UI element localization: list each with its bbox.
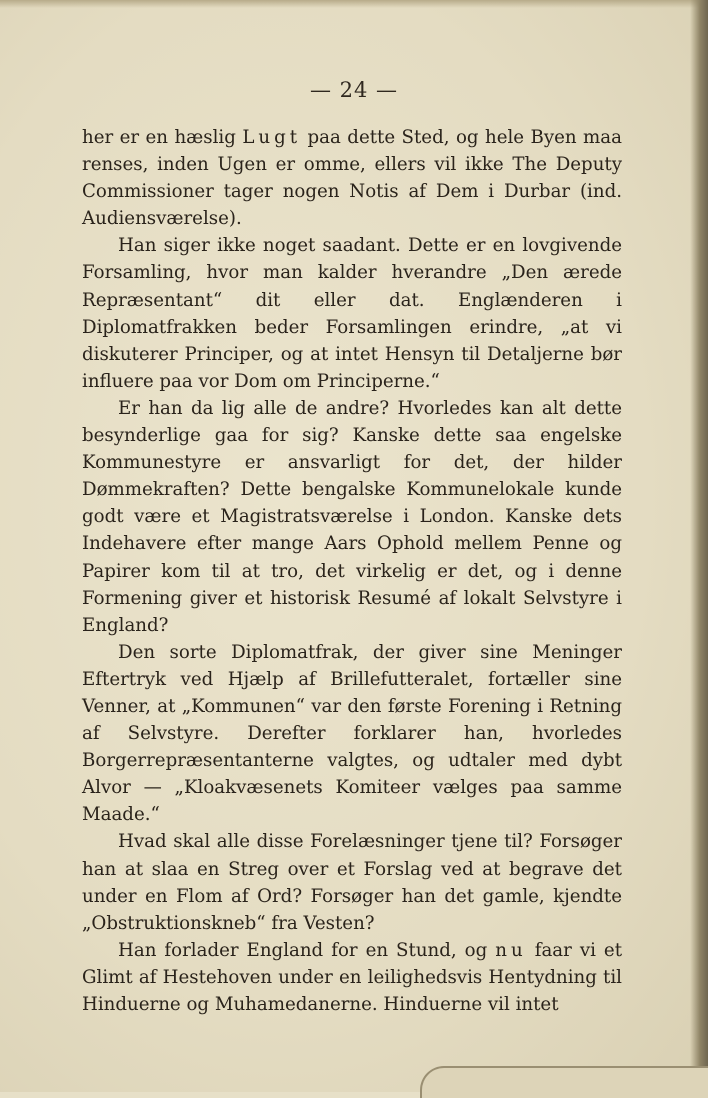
- text-run: paa dette Sted, og hele Byen maa renses, inden Ugen er omme, ellers vil ikke The Deputy Commissioner tager nogen Notis af Dem i Durbar (ind. Audiensværelse).: [82, 127, 622, 230]
- page-number: — 24 —: [309, 78, 399, 102]
- paragraph-3: [82, 395, 622, 639]
- page-right-edge: [690, 0, 708, 1092]
- paragraph-6: [82, 937, 622, 1018]
- emphasized-word: nu: [495, 939, 527, 961]
- page-top-edge: [0, 0, 708, 8]
- text-run: Hvad skal alle disse Forelæsninger tjene til? Forsøger han at slaa en Streg over et Forslag ved at begrave det under en Flom af Ord? Forsøger han det gamle, kjendte „Obstruktionsknеb“ fra Vesten?: [82, 831, 622, 934]
- text-run: her er en hæslig: [82, 127, 243, 148]
- body-text: [82, 124, 622, 1018]
- paragraph-5: [82, 828, 622, 936]
- paragraph-4: [82, 639, 622, 829]
- page-corner-curl: [420, 1066, 708, 1098]
- text-run: Han siger ikke noget saadant. Dette er en lovgivende Forsamling, hvor man kalder hverandre „Den ærede Repræsentant“ dit eller dat. Englænderen i Diplomatfrakken beder Forsamlingen erindre, „at vi diskuterer Principer, og at intet Hensyn til Detaljerne bør influere paa vor Dom om Principerne.“: [82, 235, 622, 392]
- text-run: faar vi et Glimt af Hestehoven under en leilighedsvis Hentydning til Hinduerne og Muhamedanerne. Hinduerne vil intet: [82, 939, 622, 1015]
- text-run: Den sorte Diplomatfrak, der giver sine Meninger Eftertryk ved Hjælp af Brillefutteralet, fortæller sine Venner, at „Kommunen“ var den første Forening i Retning af Selvstyre. Derefter forklarer han, hvorledes Borgerrepræsentanterne valgtes, og udtaler med dybt Alvor — „Kloakvæsenets Komiteer vælges paa samme Maade.“: [82, 641, 622, 826]
- paragraph-2: [82, 232, 622, 395]
- text-run: Han forlader England for en Stund, og: [118, 939, 496, 961]
- text-run: Er han da lig alle de andre? Hvorledes kan alt dette besynderlige gaa for sig? Kanske dette saa engelske Kommunestyre er ansvarligt for det, der hilder Dømmekraften? Dette bengalske Kommunelokale kunde godt være et Magistratsværelse i London. Kanske dets Indehavere efter mange Aars Ophold mellem Penne og Papirer kom til at tro, det virkelig er det, og i denne Formening giver et historisk Resumé af lokalt Selvstyre i England?: [82, 397, 622, 636]
- emphasized-word: Lugt: [242, 127, 302, 148]
- paragraph-1: [82, 124, 622, 232]
